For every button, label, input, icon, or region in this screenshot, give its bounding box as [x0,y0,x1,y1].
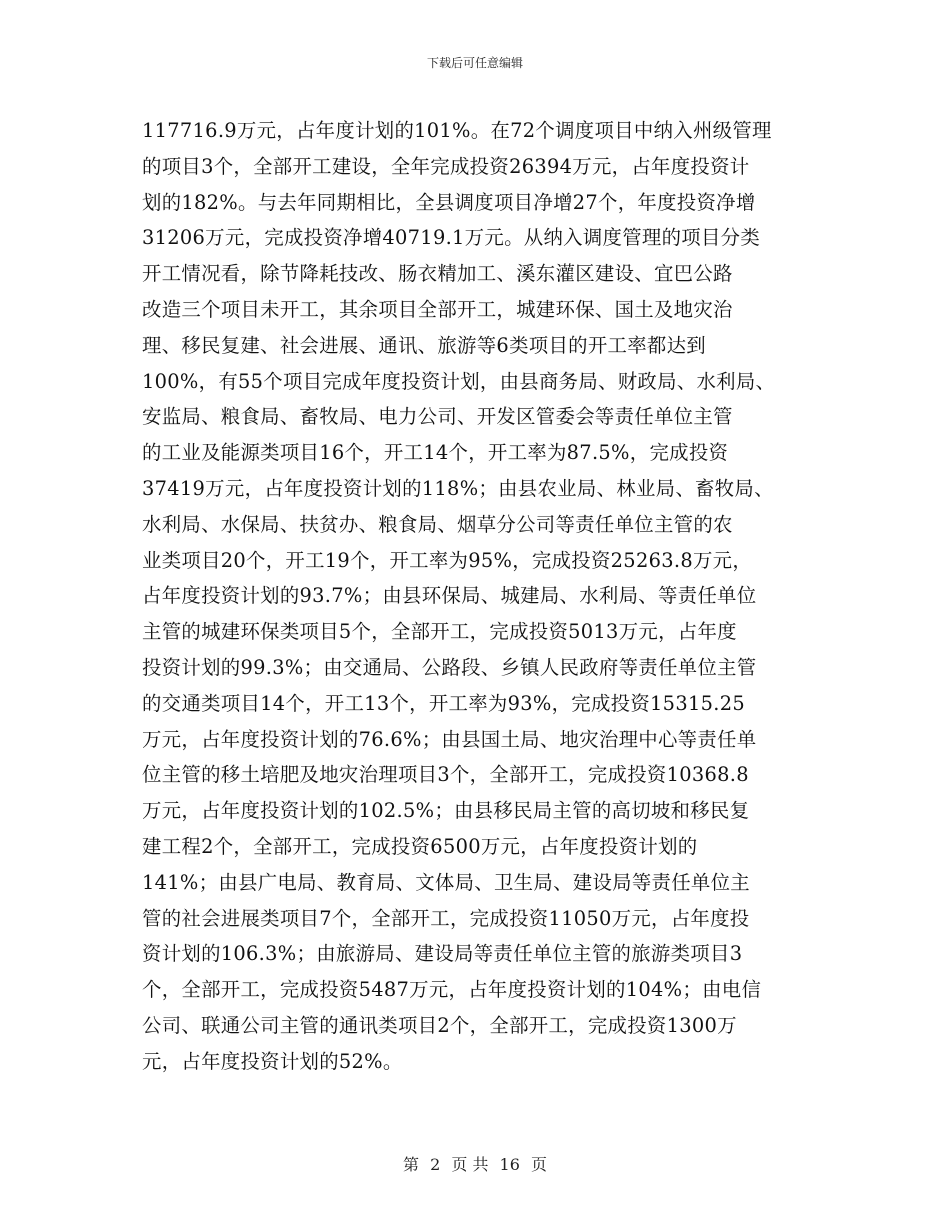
footer-middle: 页 共 [451,1155,489,1174]
text-line: 141%；由县广电局、教育局、文体局、卫生局、建设局等责任单位主 [142,870,750,894]
text-line: 位主管的移土培肥及地灾治理项目3个，全部开工，完成投资10368.8 [142,763,749,787]
page-number: 2 [430,1155,441,1174]
text-line: 资计划的106.3%；由旅游局、建设局等责任单位主管的旅游类项目3 [142,942,743,966]
text-line: 改造三个项目未开工，其余项目全部开工，城建环保、国土及地灾治 [142,297,733,321]
text-line: 水利局、水保局、扶贫办、粮食局、烟草分公司等责任单位主管的农 [142,512,733,536]
page-footer [0,1152,950,1175]
text-line: 的工业及能源类项目16个，开工14个，开工率为87.5%，完成投资 [142,441,729,465]
text-line: 的交通类项目14个，开工13个，开工率为93%，完成投资15315.25 [142,691,745,715]
document-body [142,113,810,1080]
text-line: 的项目3个，全部开工建设，全年完成投资26394万元，占年度投资计 [142,154,750,178]
text-line: 管的社会进展类项目7个，全部开工，完成投资11050万元，占年度投 [142,906,750,930]
text-line: 占年度投资计划的93.7%；由县环保局、城建局、水利局、等责任单位 [142,584,757,608]
text-line: 理、移民复建、社会进展、通讯、旅游等6类项目的开工率都达到 [142,333,706,357]
text-line: 117716.9万元，占年度计划的101%。在72个调度项目中纳入州级管理 [142,119,772,142]
text-line: 个，全部开工，完成投资5487万元，占年度投资计划的104%；由电信 [142,978,762,1002]
text-line: 开工情况看，除节降耗技改、肠衣精加工、溪东灌区建设、宜巴公路 [142,262,733,286]
text-line: 业类项目20个，开工19个，开工率为95%，完成投资25263.8万元， [142,548,753,572]
text-line: 万元，占年度投资计划的76.6%；由县国土局、地灾治理中心等责任单 [142,727,757,751]
text-line: 37419万元，占年度投资计划的118%；由县农业局、林业局、畜牧局、 [142,476,774,500]
text-line: 安监局、粮食局、畜牧局、电力公司、开发区管委会等责任单位主管 [142,405,733,429]
text-line: 划的182%。与去年同期相比，全县调度项目净增27个，年度投资净增 [142,190,756,214]
footer-prefix: 第 [402,1155,419,1174]
text-line: 元，占年度投资计划的52%。 [142,1049,403,1073]
text-line: 公司、联通公司主管的通讯类项目2个，全部开工，完成投资1300万 [142,1013,737,1037]
page-total: 16 [499,1155,520,1174]
text-line: 投资计划的99.3%；由交通局、公路段、乡镇人民政府等责任单位主管 [142,655,757,679]
text-line: 建工程2个，全部开工，完成投资6500万元，占年度投资计划的 [142,834,698,858]
text-line: 主管的城建环保类项目5个，全部开工，完成投资5013万元，占年度 [142,620,737,644]
text-line: 100%，有55个项目完成年度投资计划，由县商务局、财政局、水利局、 [142,369,776,393]
footer-suffix: 页 [531,1155,548,1174]
page-header: 下载后可任意编辑 [426,56,523,70]
text-line: 万元，占年度投资计划的102.5%；由县移民局主管的高切坡和移民复 [142,799,750,823]
text-line: 31206万元，完成投资净增40719.1万元。从纳入调度管理的项目分类 [142,226,761,250]
